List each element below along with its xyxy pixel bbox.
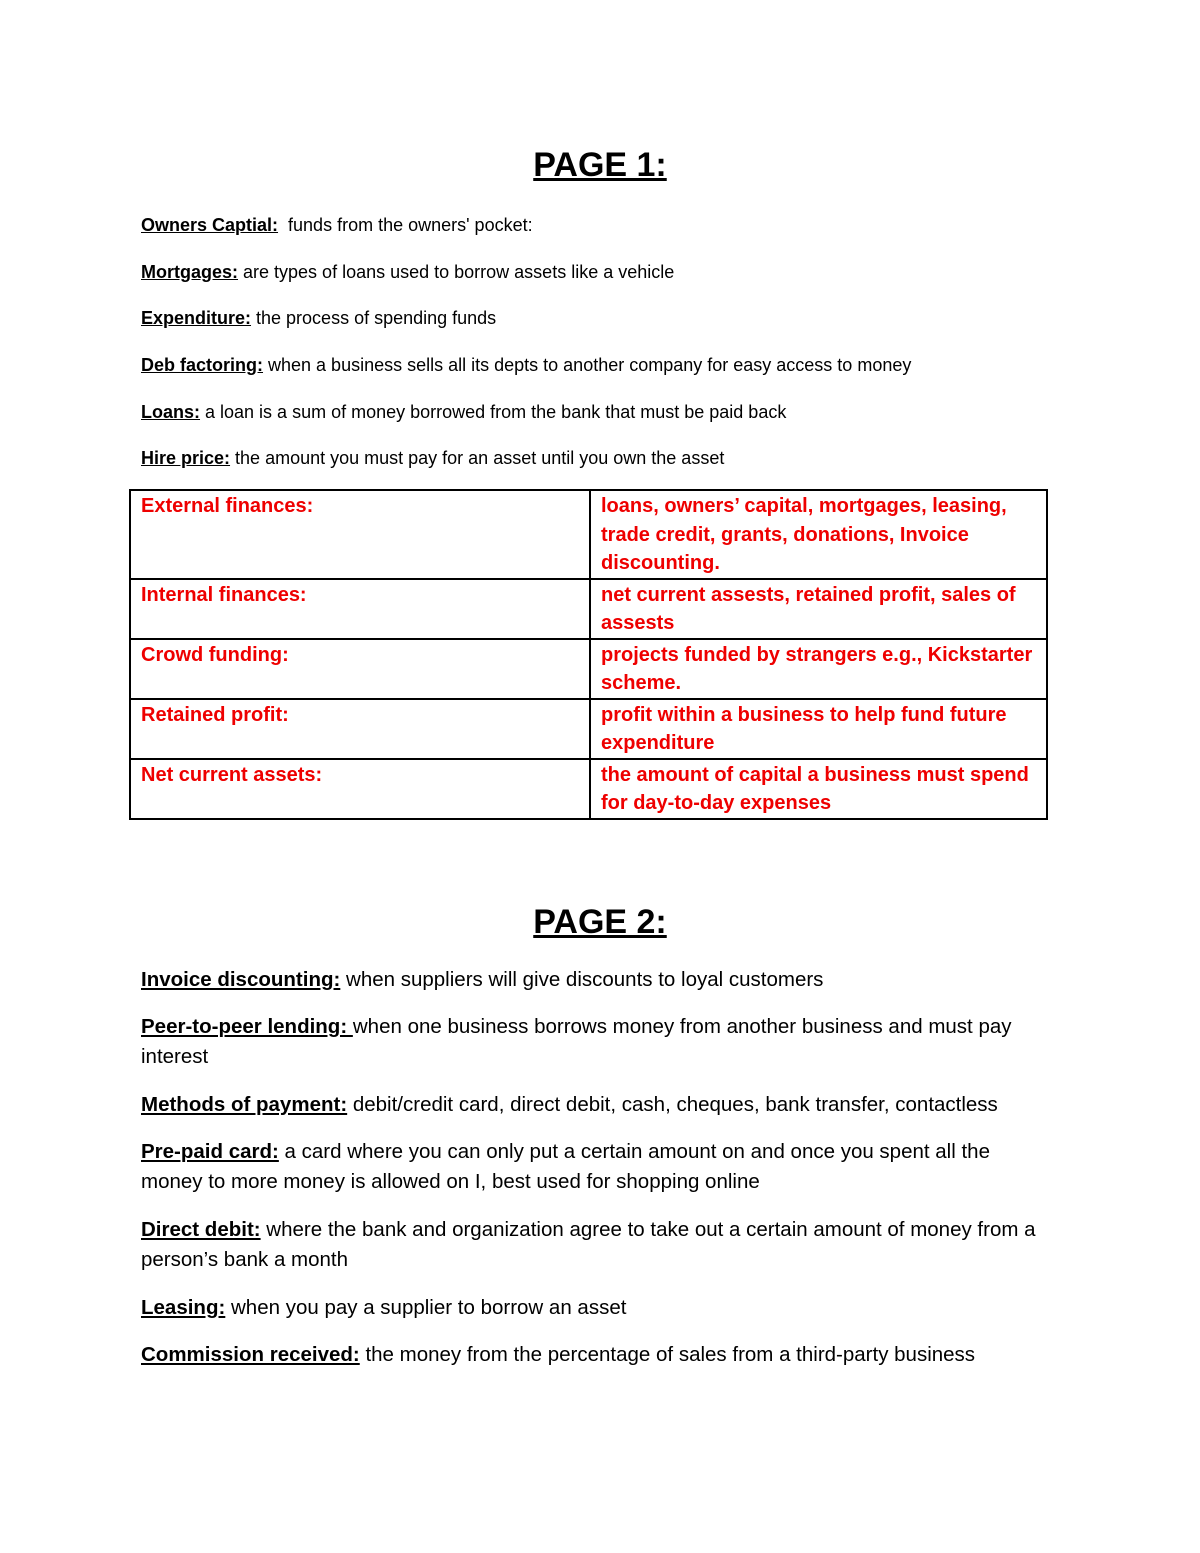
table-cell-value: projects funded by strangers e.g., Kickstarter scheme. (590, 639, 1047, 699)
definition-commission-received (141, 1340, 1056, 1370)
term-definition: funds from the owners' pocket: (278, 215, 533, 235)
definition-expenditure (141, 303, 1056, 333)
table-cell-value: the amount of capital a business must spend for day-to-day expenses (590, 759, 1047, 819)
definition-invoice-discounting (141, 965, 1056, 995)
table-cell-value: loans, owners’ capital, mortgages, leasing, trade credit, grants, donations, Invoice discounting. (590, 490, 1047, 579)
table-row (130, 579, 1047, 639)
definition-pre-paid-card (141, 1137, 1056, 1197)
term-label: Invoice discounting: (141, 968, 341, 991)
term-label: Mortgages: (141, 262, 239, 282)
page-1-heading: PAGE 1: (533, 146, 667, 184)
table-cell-value: profit within a business to help fund future expenditure (590, 699, 1047, 759)
term-definition: are types of loans used to borrow assets like a vehicle (238, 262, 675, 282)
table-cell-label: Crowd funding: (130, 639, 590, 699)
definition-deb-factoring (141, 350, 1056, 380)
term-definition: the amount you must pay for an asset until you own the asset (230, 448, 725, 468)
term-definition: a loan is a sum of money borrowed from the bank that must be paid back (200, 402, 787, 422)
term-label: Deb factoring: (141, 355, 264, 375)
definition-loans (141, 397, 1056, 427)
term-definition: when a business sells all its depts to another company for easy access to money (263, 355, 912, 375)
term-label: Pre-paid card: (141, 1140, 279, 1163)
term-label: Methods of payment: (141, 1093, 348, 1116)
term-label: Hire price: (141, 448, 231, 468)
term-definition: the money from the percentage of sales from a third-party business (359, 1343, 976, 1366)
page-2-heading: PAGE 2: (533, 903, 667, 941)
table-cell-label: Net current assets: (130, 759, 590, 819)
definition-direct-debit (141, 1215, 1056, 1275)
term-definition: when one business borrows money from another business and must pay interest (141, 1015, 1012, 1068)
term-definition: the process of spending funds (251, 308, 497, 328)
definition-methods-of-payment (141, 1090, 1056, 1120)
term-definition: when suppliers will give discounts to loyal customers (340, 968, 824, 991)
term-label: Peer-to-peer lending: (141, 1015, 353, 1038)
term-label: Leasing: (141, 1296, 226, 1319)
table-row (130, 699, 1047, 759)
term-definition: when you pay a supplier to borrow an asset (225, 1296, 627, 1319)
definition-mortgages (141, 257, 1056, 287)
definition-owners-capital (141, 210, 1056, 240)
table-cell-label: External finances: (130, 490, 590, 579)
term-definition: where the bank and organization agree to take out a certain amount of money from a person’s bank a month (141, 1218, 1036, 1271)
term-label: Owners Captial: (141, 215, 279, 235)
term-label: Direct debit: (141, 1218, 261, 1241)
table-cell-label: Internal finances: (130, 579, 590, 639)
table-row (130, 639, 1047, 699)
finance-sources-table (129, 489, 1048, 820)
definition-peer-to-peer-lending (141, 1012, 1056, 1072)
definition-hire-price (141, 443, 1056, 473)
table-row (130, 490, 1047, 579)
term-definition: debit/credit card, direct debit, cash, cheques, bank transfer, contactless (347, 1093, 998, 1116)
term-label: Expenditure: (141, 308, 252, 328)
term-definition: a card where you can only put a certain amount on and once you spent all the money to more money is allowed on I, best used for shopping online (141, 1140, 990, 1193)
table-row (130, 759, 1047, 819)
table-cell-value: net current assests, retained profit, sales of assests (590, 579, 1047, 639)
table-cell-label: Retained profit: (130, 699, 590, 759)
term-label: Commission received: (141, 1343, 360, 1366)
term-label: Loans: (141, 402, 201, 422)
definition-leasing (141, 1293, 1056, 1323)
